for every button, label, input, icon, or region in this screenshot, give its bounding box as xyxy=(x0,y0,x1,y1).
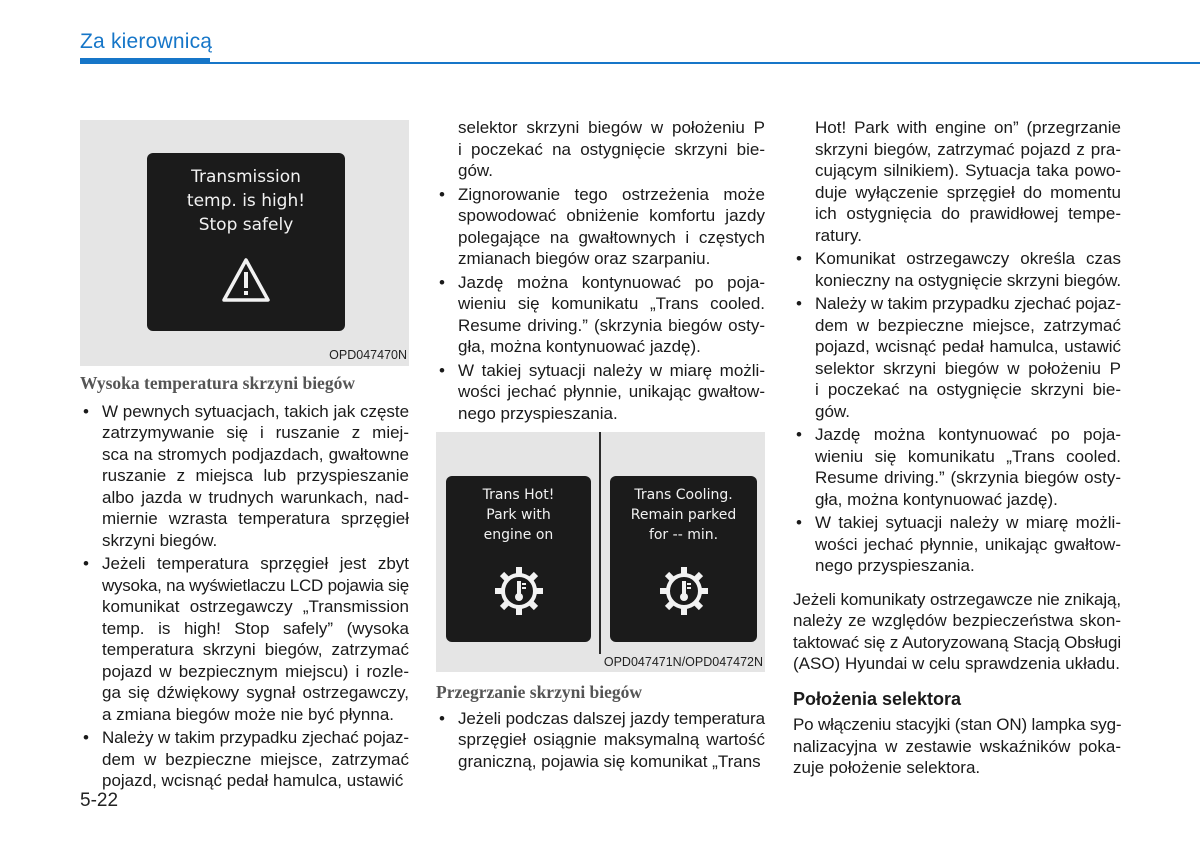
text-line: miernie wzrasta temperatura sprzęgieł xyxy=(102,509,409,528)
lcd-line: Park with xyxy=(486,507,551,523)
text-line: należy ze względów bezpieczeństwa skon- xyxy=(793,611,1121,630)
text-line: Jeżeli komunikaty ostrzegawcze nie znikają, xyxy=(793,589,1121,609)
text-line: komunikat ostrzegawczy „Transmission xyxy=(102,597,409,616)
text-line: • Komunikat ostrzegawczy określa czas xyxy=(815,249,1121,268)
text-line: pojazd, wcisnąć pedał hamulca, ustawić xyxy=(102,771,404,790)
text-line: Resume driving.” (skrzynia biegów osty- xyxy=(815,468,1121,487)
text-line: wieniu się komunikatu „Trans cooled. xyxy=(458,294,765,313)
text-line: taktować się z Autoryzowaną Stacją Obsługi xyxy=(793,632,1121,652)
text-line: ga się dźwiękowy sygnał ostrzegawczy, xyxy=(102,683,409,702)
column-left xyxy=(80,373,409,792)
text-line: nalizacyjna w zestawie wskaźników poka- xyxy=(793,736,1121,756)
lcd-line: Transmission xyxy=(191,167,301,187)
text-line: wości jechać płynnie, unikając gwałtow- xyxy=(458,382,765,401)
text-line: gów. xyxy=(815,401,850,421)
text-line: dem w bezpieczne miejsce, zatrzymać xyxy=(102,749,409,769)
bullet-item xyxy=(793,248,1121,291)
text-line: • Jeżeli podczas dalszej jazdy temperatura xyxy=(458,708,765,728)
column-middle xyxy=(436,117,765,424)
lcd-line: for -- min. xyxy=(648,527,719,543)
text-line: konieczny na ostygnięcie skrzyni biegów. xyxy=(815,270,1121,290)
text-line: temperatura skrzyni biegów, zatrzymać xyxy=(102,640,409,659)
text-line: • W takiej sytuacji należy w miarę możli- xyxy=(815,513,1121,532)
paragraph-continuation xyxy=(793,117,1121,246)
text-line: • W takiej sytuacji należy w miarę możli- xyxy=(458,360,765,380)
lcd-line: Remain parked xyxy=(630,507,737,523)
bullet-item xyxy=(436,708,765,773)
text-line: graniczną, pojawia się komunikat „Trans xyxy=(458,751,761,771)
bullet-item xyxy=(80,553,409,725)
section-title: Za kierownicą xyxy=(80,30,213,53)
text-line: nego przyspieszania. xyxy=(815,556,975,575)
text-line: temp. is high! Stop safely” (wysoka xyxy=(102,618,409,638)
transmission-temp-gear-icon xyxy=(494,566,544,616)
lcd-line: temp. is high! xyxy=(186,191,306,211)
transmission-temp-gear-icon xyxy=(659,566,709,616)
figure-caption: OPD047470N xyxy=(329,348,407,362)
bullet-item xyxy=(436,184,765,270)
figure-transmission-warning xyxy=(80,120,409,366)
text-line: wieniu się komunikatu „Trans cooled. xyxy=(815,446,1121,466)
text-line: gów. xyxy=(458,161,493,180)
text-line: Resume driving.” (skrzynia biegów osty- xyxy=(458,315,765,335)
lcd-line: Stop safely xyxy=(198,215,294,235)
column-middle-lower xyxy=(436,682,765,772)
text-line: ratury. xyxy=(815,225,862,245)
figure-overheat-messages xyxy=(436,432,765,672)
text-line: • W pewnych sytuacjach, takich jak częste xyxy=(102,401,410,421)
text-line: duje wyłączenie sprzęgieł do momentu xyxy=(815,182,1121,202)
bullet-item xyxy=(80,727,409,792)
warning-triangle-icon xyxy=(221,257,271,303)
text-line: • Jazdę można kontynuować po poja- xyxy=(458,272,765,292)
text-line: pojazd w bezpiecznym miejscu) i rozle- xyxy=(102,661,409,681)
text-line: pojazd, wcisnąć pedał hamulca, ustawić xyxy=(815,337,1121,356)
text-line: wysoka, na wyświetlaczu LCD pojawia się xyxy=(102,575,409,595)
text-line: ich ostygnięcia do prawidłowej tempe- xyxy=(815,204,1121,223)
text-line: albo jazda w trudnych warunkach, nad- xyxy=(102,487,409,507)
paragraph xyxy=(793,714,1121,779)
bullet-item xyxy=(436,360,765,425)
bullet-item xyxy=(436,272,765,358)
text-line: cującym silnikiem). Sytuacja taka powo- xyxy=(815,161,1121,180)
text-line: • Należy w takim przypadku zjechać pojaz- xyxy=(102,728,409,747)
lcd-message xyxy=(610,476,757,545)
lcd-message xyxy=(446,476,591,545)
text-line: spowodować obniżenie komfortu jazdy xyxy=(458,206,765,225)
text-line: a zmiana biegów może nie być płynna. xyxy=(102,704,394,724)
text-line: zuje położenie selektora. xyxy=(793,758,981,777)
text-line: • Zignorowanie tego ostrzeżenia może xyxy=(458,184,765,204)
text-line: sprzęgieł osiągnie maksymalną wartość xyxy=(458,730,765,749)
text-line: wości jechać płynnie, unikając gwałtow- xyxy=(815,534,1121,554)
text-line: zmianach biegów oraz szarpaniu. xyxy=(458,249,711,268)
section-heading: Położenia selektora xyxy=(793,688,962,709)
lcd-screen-hot xyxy=(446,476,591,642)
text-line: • Jeżeli temperatura sprzęgieł jest zbyt xyxy=(102,554,409,573)
lcd-message xyxy=(147,153,345,237)
bullet-item xyxy=(793,424,1121,510)
lcd-line: Trans Hot! xyxy=(482,487,555,503)
text-line: selektor skrzyni biegów w położeniu P xyxy=(815,358,1121,378)
paragraph xyxy=(793,589,1121,675)
text-line: • Należy w takim przypadku zjechać pojaz- xyxy=(815,294,1121,313)
text-line: zatrzymywanie się i ruszanie z miej- xyxy=(102,423,409,442)
header-rule-accent xyxy=(80,58,210,64)
text-line: Hot! Park with engine on” (przegrzanie xyxy=(815,118,1121,137)
bullet-item xyxy=(80,401,409,552)
lcd-line: Trans Cooling. xyxy=(634,487,733,503)
text-line: skrzyni biegów. xyxy=(102,530,218,550)
figure-divider xyxy=(599,432,601,654)
lcd-line: engine on xyxy=(483,527,554,543)
text-line: polegające na gwałtownych i częstych xyxy=(458,227,765,247)
text-line: Po włączeniu stacyjki (stan ON) lampka syg- xyxy=(793,715,1122,734)
column-right xyxy=(793,117,1121,779)
lcd-screen xyxy=(147,153,345,331)
bullet-item xyxy=(793,512,1121,577)
page-number: 5-22 xyxy=(80,790,119,811)
text-line: dem w bezpieczne miejsce, zatrzymać xyxy=(815,315,1121,335)
text-line: selektor skrzyni biegów w położeniu P xyxy=(458,118,765,137)
paragraph-continuation xyxy=(436,117,765,182)
section-heading: Wysoka temperatura skrzyni biegów xyxy=(80,373,355,393)
text-line: • Jazdę można kontynuować po poja- xyxy=(815,425,1121,444)
text-line: (ASO) Hyundai w celu sprawdzenia układu. xyxy=(793,654,1120,673)
text-line: gła, można kontynuować jazdę). xyxy=(458,337,701,356)
bullet-item xyxy=(793,293,1121,422)
text-line: gła, można kontynuować jazdę). xyxy=(815,489,1058,509)
text-line: skrzyni biegów, zatrzymać pojazd z pra- xyxy=(815,139,1121,159)
text-line: sca na stromych podjazdach, gwałtowne xyxy=(102,444,409,464)
text-line: nego przyspieszania. xyxy=(458,403,618,423)
text-line: ruszanie z miejsca lub przyspieszanie xyxy=(102,466,409,485)
text-line: i poczekać na ostygnięcie skrzyni bie- xyxy=(458,139,765,159)
text-line: i poczekać na ostygnięcie skrzyni bie- xyxy=(815,380,1121,399)
section-heading: Przegrzanie skrzyni biegów xyxy=(436,682,643,702)
header-rule xyxy=(80,62,1200,64)
lcd-screen-cooling xyxy=(610,476,757,642)
figure-caption: OPD047471N/OPD047472N xyxy=(603,655,763,669)
